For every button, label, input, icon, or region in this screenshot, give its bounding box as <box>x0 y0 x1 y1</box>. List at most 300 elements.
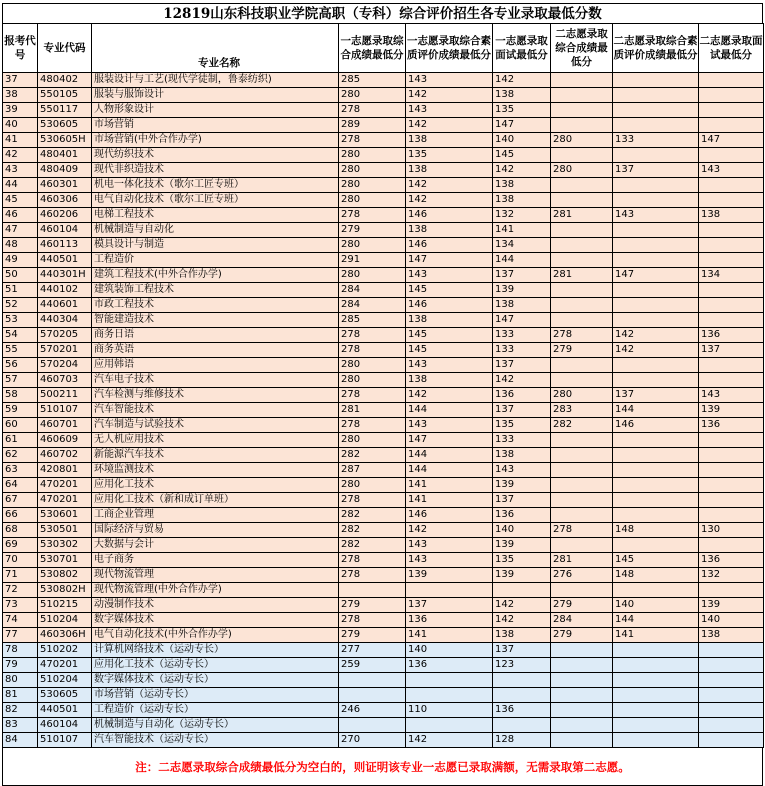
table-row <box>3 373 764 388</box>
cell-second-interview <box>699 88 764 103</box>
cell-major-name: 应用化工技术（运动专长） <box>92 658 339 673</box>
table-row <box>3 163 764 178</box>
cell-first-total: 278 <box>339 103 406 118</box>
table-row <box>3 253 764 268</box>
cell-exam-code: 38 <box>3 88 38 103</box>
header-major-code: 专业代码 <box>38 24 92 73</box>
cell-first-interview: 142 <box>493 598 551 613</box>
cell-second-interview <box>699 703 764 718</box>
cell-exam-code: 59 <box>3 403 38 418</box>
cell-second-total <box>551 463 613 478</box>
cell-major-name: 新能源汽车技术 <box>92 448 339 463</box>
cell-first-interview: 123 <box>493 658 551 673</box>
cell-first-total: 280 <box>339 163 406 178</box>
cell-first-interview: 134 <box>493 238 551 253</box>
cell-second-interview <box>699 538 764 553</box>
cell-major-name: 市场营销（运动专长） <box>92 688 339 703</box>
cell-exam-code: 77 <box>3 628 38 643</box>
cell-first-interview: 137 <box>493 268 551 283</box>
table-row <box>3 403 764 418</box>
cell-first-total: 284 <box>339 298 406 313</box>
cell-second-interview <box>699 508 764 523</box>
cell-second-interview: 137 <box>699 343 764 358</box>
cell-second-quality: 148 <box>613 523 699 538</box>
cell-major-name: 模具设计与制造 <box>92 238 339 253</box>
cell-second-interview: 138 <box>699 208 764 223</box>
cell-exam-code: 64 <box>3 478 38 493</box>
cell-second-quality: 144 <box>613 403 699 418</box>
score-sheet <box>2 3 763 786</box>
cell-second-total <box>551 193 613 208</box>
cell-major-code: 440501 <box>38 703 92 718</box>
cell-first-quality: 145 <box>406 343 493 358</box>
table-row <box>3 643 764 658</box>
cell-first-total: 289 <box>339 118 406 133</box>
cell-second-quality <box>613 493 699 508</box>
cell-second-quality <box>613 253 699 268</box>
cell-major-name: 市场营销 <box>92 118 339 133</box>
cell-second-interview <box>699 733 764 748</box>
cell-second-interview <box>699 688 764 703</box>
cell-first-interview: 135 <box>493 103 551 118</box>
header-exam-code: 报考代号 <box>3 24 38 73</box>
cell-exam-code: 39 <box>3 103 38 118</box>
cell-second-interview: 136 <box>699 553 764 568</box>
table-row <box>3 508 764 523</box>
cell-first-quality: 138 <box>406 223 493 238</box>
cell-major-name: 现代物流管理 <box>92 568 339 583</box>
cell-second-quality <box>613 643 699 658</box>
cell-second-quality <box>613 478 699 493</box>
cell-major-name: 电梯工程技术 <box>92 208 339 223</box>
cell-second-total <box>551 358 613 373</box>
cell-exam-code: 40 <box>3 118 38 133</box>
cell-first-total <box>339 673 406 688</box>
cell-major-name: 计算机网络技术（运动专长） <box>92 643 339 658</box>
cell-second-quality <box>613 88 699 103</box>
cell-exam-code: 78 <box>3 643 38 658</box>
cell-first-total: 285 <box>339 313 406 328</box>
cell-second-interview <box>699 463 764 478</box>
table-row <box>3 358 764 373</box>
table-row <box>3 418 764 433</box>
cell-second-quality <box>613 538 699 553</box>
cell-second-quality <box>613 283 699 298</box>
cell-second-quality: 133 <box>613 133 699 148</box>
cell-second-total <box>551 313 613 328</box>
cell-first-total: 280 <box>339 373 406 388</box>
cell-first-total: 279 <box>339 598 406 613</box>
cell-first-interview: 133 <box>493 343 551 358</box>
cell-major-code: 440601 <box>38 298 92 313</box>
cell-first-quality: 138 <box>406 313 493 328</box>
cell-exam-code: 42 <box>3 148 38 163</box>
table-row <box>3 268 764 283</box>
cell-first-interview: 140 <box>493 523 551 538</box>
cell-major-code: 460306H <box>38 628 92 643</box>
cell-second-total <box>551 643 613 658</box>
cell-exam-code: 62 <box>3 448 38 463</box>
cell-second-interview <box>699 73 764 88</box>
cell-major-code: 460206 <box>38 208 92 223</box>
cell-second-quality <box>613 718 699 733</box>
cell-exam-code: 84 <box>3 733 38 748</box>
cell-major-name: 应用化工技术（新和成订单班） <box>92 493 339 508</box>
cell-major-code: 470201 <box>38 658 92 673</box>
cell-second-interview <box>699 358 764 373</box>
cell-first-total: 282 <box>339 523 406 538</box>
cell-major-name: 建筑装饰工程技术 <box>92 283 339 298</box>
cell-first-quality: 136 <box>406 658 493 673</box>
table-row <box>3 688 764 703</box>
cell-first-interview: 143 <box>493 463 551 478</box>
cell-first-interview: 133 <box>493 433 551 448</box>
cell-first-total: 278 <box>339 343 406 358</box>
table-row <box>3 553 764 568</box>
cell-exam-code: 63 <box>3 463 38 478</box>
cell-second-total <box>551 73 613 88</box>
cell-first-total: 287 <box>339 463 406 478</box>
cell-second-total <box>551 253 613 268</box>
cell-first-interview <box>493 673 551 688</box>
cell-major-code: 440501 <box>38 253 92 268</box>
cell-first-interview: 136 <box>493 703 551 718</box>
cell-first-quality: 138 <box>406 133 493 148</box>
cell-second-quality <box>613 238 699 253</box>
cell-first-total: 259 <box>339 658 406 673</box>
cell-first-quality: 138 <box>406 373 493 388</box>
cell-second-interview: 147 <box>699 133 764 148</box>
cell-first-total: 282 <box>339 448 406 463</box>
cell-major-name: 服装与服饰设计 <box>92 88 339 103</box>
cell-exam-code: 82 <box>3 703 38 718</box>
cell-exam-code: 37 <box>3 73 38 88</box>
cell-first-total: 278 <box>339 208 406 223</box>
cell-exam-code: 79 <box>3 658 38 673</box>
cell-second-total: 279 <box>551 598 613 613</box>
cell-exam-code: 43 <box>3 163 38 178</box>
cell-second-interview <box>699 193 764 208</box>
table-row <box>3 673 764 688</box>
cell-exam-code: 58 <box>3 388 38 403</box>
cell-major-code: 510202 <box>38 643 92 658</box>
cell-major-code: 460113 <box>38 238 92 253</box>
cell-second-interview: 134 <box>699 268 764 283</box>
cell-major-code: 530605 <box>38 118 92 133</box>
cell-major-code: 480402 <box>38 73 92 88</box>
table-row <box>3 103 764 118</box>
cell-exam-code: 41 <box>3 133 38 148</box>
cell-second-quality <box>613 448 699 463</box>
cell-exam-code: 51 <box>3 283 38 298</box>
cell-second-total <box>551 178 613 193</box>
cell-second-interview: 143 <box>699 163 764 178</box>
cell-first-quality: 142 <box>406 523 493 538</box>
cell-second-interview <box>699 583 764 598</box>
cell-second-quality <box>613 688 699 703</box>
cell-exam-code: 57 <box>3 373 38 388</box>
cell-first-total: 278 <box>339 328 406 343</box>
cell-second-total: 276 <box>551 568 613 583</box>
cell-first-interview: 136 <box>493 388 551 403</box>
cell-second-quality: 147 <box>613 268 699 283</box>
table-row <box>3 388 764 403</box>
cell-exam-code: 83 <box>3 718 38 733</box>
cell-second-quality <box>613 703 699 718</box>
cell-first-interview: 142 <box>493 163 551 178</box>
cell-second-total: 282 <box>551 418 613 433</box>
table-row <box>3 658 764 673</box>
cell-first-quality: 139 <box>406 568 493 583</box>
header-row <box>3 24 764 73</box>
cell-first-quality: 146 <box>406 208 493 223</box>
cell-second-quality <box>613 583 699 598</box>
cell-exam-code: 61 <box>3 433 38 448</box>
cell-first-quality <box>406 688 493 703</box>
cell-first-total: 281 <box>339 403 406 418</box>
table-row <box>3 613 764 628</box>
cell-second-total: 284 <box>551 613 613 628</box>
cell-first-quality: 142 <box>406 178 493 193</box>
cell-second-interview <box>699 658 764 673</box>
cell-first-quality: 145 <box>406 328 493 343</box>
cell-first-interview: 138 <box>493 628 551 643</box>
table-row <box>3 133 764 148</box>
cell-first-quality: 142 <box>406 88 493 103</box>
cell-second-interview <box>699 148 764 163</box>
table-row <box>3 238 764 253</box>
cell-major-name: 应用化工技术 <box>92 478 339 493</box>
cell-exam-code: 81 <box>3 688 38 703</box>
cell-first-total: 280 <box>339 193 406 208</box>
cell-exam-code: 47 <box>3 223 38 238</box>
cell-second-total <box>551 148 613 163</box>
cell-first-interview: 139 <box>493 283 551 298</box>
cell-first-total: 278 <box>339 568 406 583</box>
cell-major-name: 商务日语 <box>92 328 339 343</box>
cell-first-total: 285 <box>339 73 406 88</box>
cell-exam-code: 60 <box>3 418 38 433</box>
cell-second-quality <box>613 433 699 448</box>
cell-second-interview <box>699 298 764 313</box>
table-row <box>3 178 764 193</box>
header-first-quality: 一志愿录取综合素质评价成绩最低分 <box>406 24 493 73</box>
cell-first-total: 278 <box>339 613 406 628</box>
cell-first-total: 279 <box>339 223 406 238</box>
cell-first-interview: 140 <box>493 133 551 148</box>
cell-first-interview: 139 <box>493 538 551 553</box>
cell-first-interview: 138 <box>493 88 551 103</box>
cell-major-name: 人物形象设计 <box>92 103 339 118</box>
cell-second-interview <box>699 448 764 463</box>
cell-second-quality: 145 <box>613 553 699 568</box>
cell-first-quality: 144 <box>406 463 493 478</box>
cell-second-interview <box>699 313 764 328</box>
cell-first-quality: 138 <box>406 163 493 178</box>
cell-second-total <box>551 373 613 388</box>
cell-first-interview: 135 <box>493 418 551 433</box>
cell-second-quality <box>613 73 699 88</box>
cell-second-interview <box>699 118 764 133</box>
cell-first-quality: 143 <box>406 358 493 373</box>
cell-major-code: 460306 <box>38 193 92 208</box>
cell-exam-code: 56 <box>3 358 38 373</box>
cell-first-quality: 146 <box>406 298 493 313</box>
cell-second-quality: 140 <box>613 598 699 613</box>
cell-first-quality: 146 <box>406 238 493 253</box>
cell-first-total: 280 <box>339 238 406 253</box>
score-table <box>2 23 764 748</box>
cell-major-name: 智能建造技术 <box>92 313 339 328</box>
cell-second-quality: 143 <box>613 208 699 223</box>
cell-first-interview: 132 <box>493 208 551 223</box>
cell-second-total <box>551 283 613 298</box>
cell-first-quality: 143 <box>406 553 493 568</box>
cell-first-quality <box>406 673 493 688</box>
cell-first-interview: 136 <box>493 508 551 523</box>
cell-first-quality: 141 <box>406 628 493 643</box>
cell-second-quality <box>613 373 699 388</box>
cell-major-code: 510204 <box>38 673 92 688</box>
cell-second-interview: 139 <box>699 403 764 418</box>
cell-first-total: 278 <box>339 553 406 568</box>
cell-major-name: 汽车智能技术 <box>92 403 339 418</box>
cell-first-total: 282 <box>339 508 406 523</box>
cell-major-name: 电气自动化技术（歌尔工匠专班） <box>92 193 339 208</box>
cell-first-quality: 142 <box>406 193 493 208</box>
cell-first-interview: 138 <box>493 448 551 463</box>
table-row <box>3 433 764 448</box>
table-row <box>3 703 764 718</box>
cell-major-name: 汽车制造与试验技术 <box>92 418 339 433</box>
cell-first-quality: 144 <box>406 448 493 463</box>
cell-second-interview <box>699 643 764 658</box>
cell-exam-code: 68 <box>3 523 38 538</box>
cell-second-quality: 141 <box>613 628 699 643</box>
cell-exam-code: 49 <box>3 253 38 268</box>
table-row <box>3 493 764 508</box>
cell-major-code: 510107 <box>38 403 92 418</box>
cell-major-name: 数字媒体技术（运动专长） <box>92 673 339 688</box>
cell-first-total: 282 <box>339 538 406 553</box>
cell-second-total: 279 <box>551 628 613 643</box>
cell-first-total: 280 <box>339 433 406 448</box>
cell-major-code: 530605H <box>38 133 92 148</box>
cell-major-name: 现代纺织技术 <box>92 148 339 163</box>
table-body <box>3 73 764 748</box>
cell-second-total <box>551 88 613 103</box>
cell-second-total: 281 <box>551 268 613 283</box>
cell-first-total <box>339 583 406 598</box>
cell-second-quality: 137 <box>613 163 699 178</box>
cell-exam-code: 44 <box>3 178 38 193</box>
cell-major-code: 460702 <box>38 448 92 463</box>
cell-first-interview: 142 <box>493 73 551 88</box>
header-first-total: 一志愿录取综合成绩最低分 <box>339 24 406 73</box>
cell-first-interview: 139 <box>493 478 551 493</box>
cell-second-quality <box>613 733 699 748</box>
cell-first-total: 246 <box>339 703 406 718</box>
cell-exam-code: 55 <box>3 343 38 358</box>
table-row <box>3 343 764 358</box>
cell-second-total: 279 <box>551 343 613 358</box>
cell-major-name: 工商企业管理 <box>92 508 339 523</box>
cell-first-interview: 137 <box>493 358 551 373</box>
cell-second-quality <box>613 178 699 193</box>
cell-second-interview <box>699 673 764 688</box>
cell-first-quality: 147 <box>406 433 493 448</box>
cell-exam-code: 72 <box>3 583 38 598</box>
cell-major-name: 动漫制作技术 <box>92 598 339 613</box>
cell-first-total <box>339 688 406 703</box>
cell-second-quality <box>613 658 699 673</box>
cell-first-interview <box>493 718 551 733</box>
cell-second-interview <box>699 253 764 268</box>
cell-major-code: 440304 <box>38 313 92 328</box>
cell-second-total <box>551 478 613 493</box>
header-second-interview: 二志愿录取面试最低分 <box>699 24 764 73</box>
cell-first-total: 277 <box>339 643 406 658</box>
cell-second-interview <box>699 493 764 508</box>
cell-first-quality: 143 <box>406 73 493 88</box>
cell-major-name: 机械制造与自动化 <box>92 223 339 238</box>
cell-major-name: 应用韩语 <box>92 358 339 373</box>
cell-major-code: 480409 <box>38 163 92 178</box>
cell-major-code: 530501 <box>38 523 92 538</box>
cell-second-interview <box>699 433 764 448</box>
cell-major-code: 550105 <box>38 88 92 103</box>
cell-second-total <box>551 223 613 238</box>
cell-second-interview <box>699 478 764 493</box>
cell-second-quality <box>613 223 699 238</box>
cell-exam-code: 67 <box>3 493 38 508</box>
cell-first-quality: 142 <box>406 118 493 133</box>
cell-first-quality: 141 <box>406 493 493 508</box>
cell-major-code: 440301H <box>38 268 92 283</box>
cell-second-quality <box>613 313 699 328</box>
cell-major-name: 汽车检测与维修技术 <box>92 388 339 403</box>
cell-exam-code: 74 <box>3 613 38 628</box>
cell-exam-code: 69 <box>3 538 38 553</box>
cell-first-interview: 142 <box>493 373 551 388</box>
cell-major-name: 机械制造与自动化（运动专长） <box>92 718 339 733</box>
cell-second-quality <box>613 463 699 478</box>
cell-major-name: 商务英语 <box>92 343 339 358</box>
cell-second-total <box>551 538 613 553</box>
cell-first-quality: 140 <box>406 643 493 658</box>
cell-second-total <box>551 703 613 718</box>
header-second-total: 二志愿录取综合成绩最低分 <box>551 24 613 73</box>
cell-second-total <box>551 493 613 508</box>
cell-exam-code: 50 <box>3 268 38 283</box>
cell-second-quality: 142 <box>613 343 699 358</box>
cell-major-code: 550117 <box>38 103 92 118</box>
cell-second-interview <box>699 373 764 388</box>
cell-second-interview <box>699 103 764 118</box>
cell-first-interview: 144 <box>493 253 551 268</box>
cell-second-quality: 148 <box>613 568 699 583</box>
cell-major-code: 460104 <box>38 718 92 733</box>
cell-major-name: 工程造价（运动专长） <box>92 703 339 718</box>
table-row <box>3 538 764 553</box>
cell-second-interview: 130 <box>699 523 764 538</box>
cell-major-name: 汽车电子技术 <box>92 373 339 388</box>
cell-second-total <box>551 298 613 313</box>
cell-first-interview: 138 <box>493 193 551 208</box>
cell-first-quality: 145 <box>406 283 493 298</box>
table-row <box>3 88 764 103</box>
cell-major-code: 510204 <box>38 613 92 628</box>
